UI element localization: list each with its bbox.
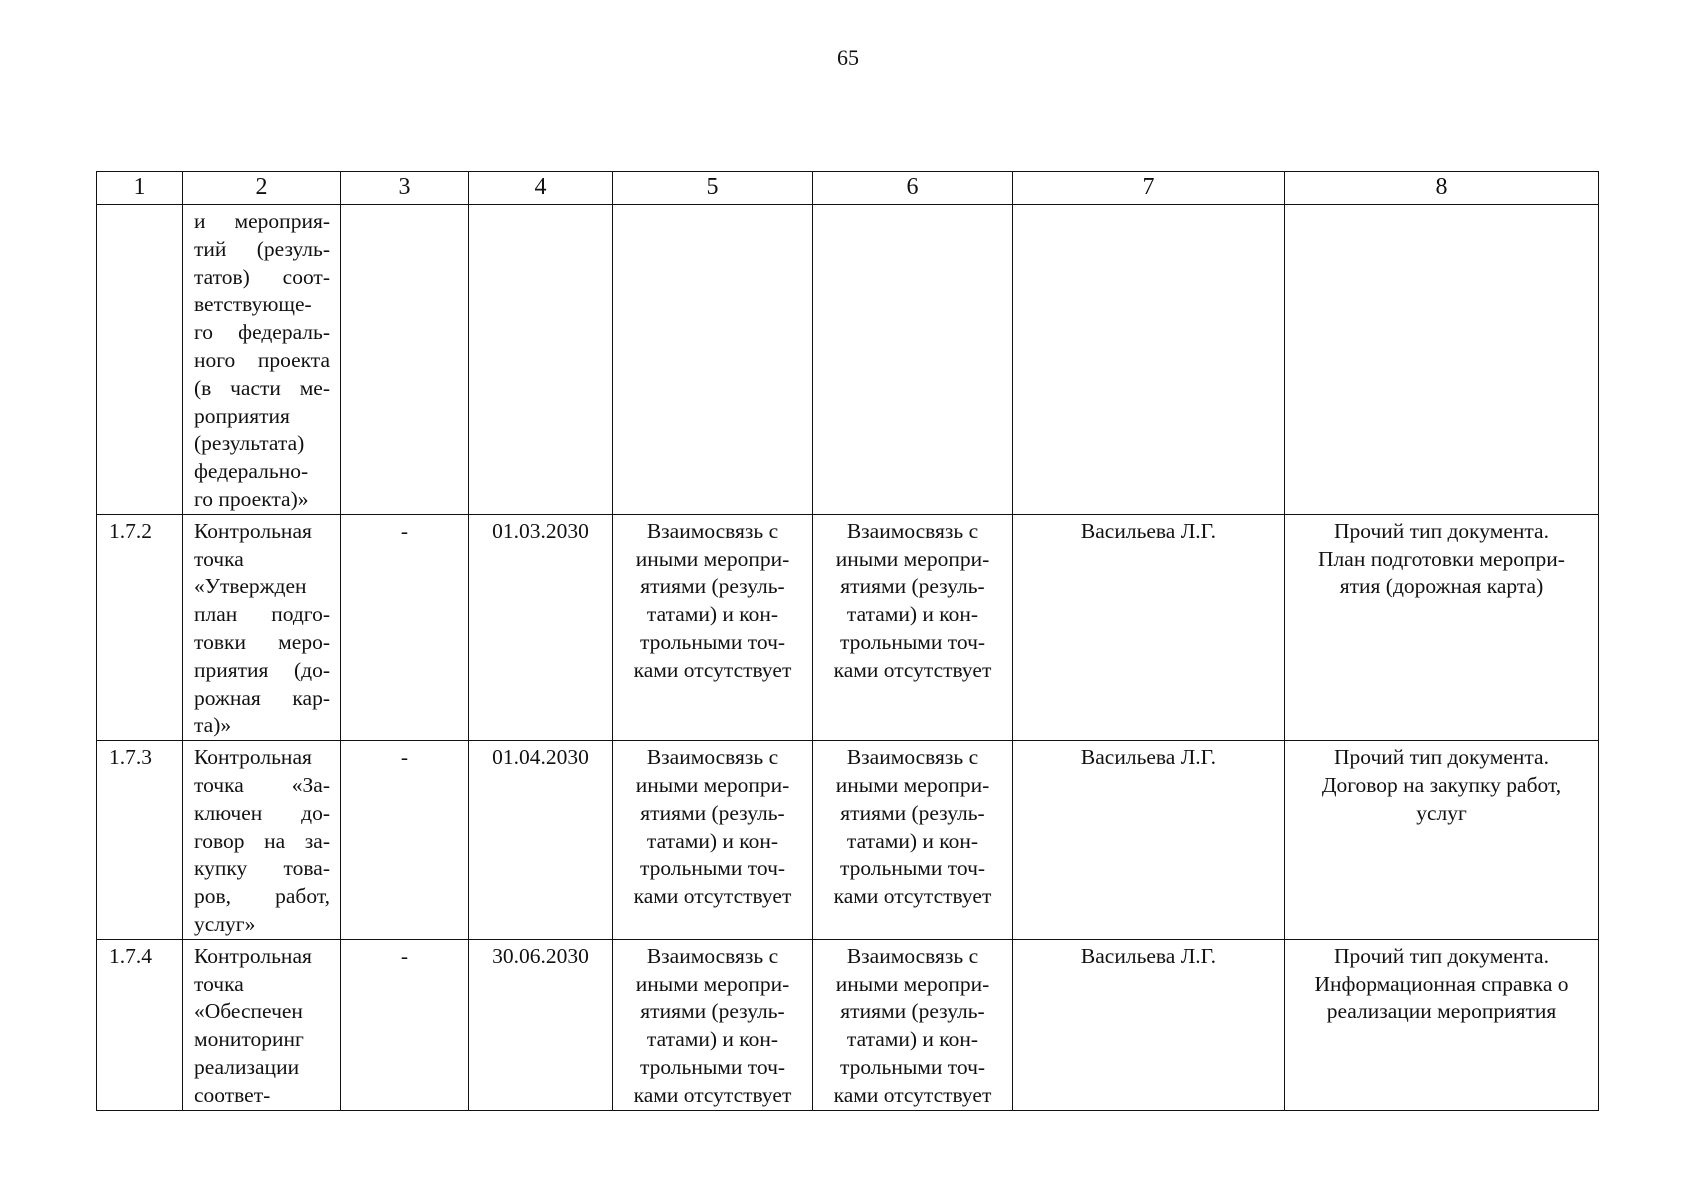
cell-line: ятиями (резуль- (640, 800, 785, 825)
name-cell (183, 205, 341, 515)
cell-line: трольными точ- (839, 1054, 986, 1079)
cell-line: трольными точ- (639, 856, 786, 881)
responsible-cell (1013, 205, 1285, 515)
cell-line: иными меропри- (635, 772, 790, 797)
document-cell (1285, 205, 1599, 515)
cell-line: ключен до- (194, 800, 330, 825)
row-number-cell (97, 205, 183, 515)
cell-line: ятиями (резуль- (640, 999, 785, 1024)
row-number-cell: 1.7.4 (97, 939, 183, 1110)
page-number: 65 (837, 45, 859, 70)
cell-line: татов) соот- (194, 264, 330, 289)
table-row (97, 514, 1599, 740)
document-cell (1285, 939, 1599, 1110)
cell-line: ного проекта (194, 347, 330, 372)
cell-line: Взаимосвязь с (646, 943, 779, 968)
cell-line: татами) и кон- (646, 1027, 779, 1052)
cell-line: татами) и кон- (646, 602, 779, 627)
cell-line: Прочий тип документа. (1334, 745, 1549, 770)
column-header: 2 (183, 172, 341, 205)
cell-line: услуг (1416, 800, 1467, 825)
cell-line: соответ- (194, 1082, 271, 1107)
cell-line: иными меропри- (635, 971, 790, 996)
cell-line: купку това- (194, 856, 330, 881)
cell-line: Взаимосвязь с (846, 745, 979, 770)
cell-line: Взаимосвязь с (846, 518, 979, 543)
cell-line: ками отсутствует (833, 1082, 992, 1107)
cell-line: план подго- (194, 602, 330, 627)
link-after-cell (813, 514, 1013, 740)
header-row (97, 172, 1599, 205)
cell-line: татами) и кон- (646, 828, 779, 853)
cell-line: ветствующе- (194, 292, 312, 317)
cell-line: ятиями (резуль- (640, 574, 785, 599)
cell-line: Прочий тип документа. (1334, 943, 1549, 968)
link-after-cell (813, 205, 1013, 515)
cell-line: План подготовки меропри- (1318, 546, 1565, 571)
cell-line: Взаимосвязь с (846, 943, 979, 968)
link-before-cell (613, 514, 813, 740)
cell-line: Договор на закупку работ, (1321, 772, 1562, 797)
column-header: 7 (1013, 172, 1285, 205)
cell-line: (результата) (194, 431, 305, 456)
cell-line: тий (резуль- (194, 236, 330, 261)
link-before-cell (613, 939, 813, 1110)
col3-cell (341, 205, 469, 515)
row-number-cell: 1.7.3 (97, 741, 183, 940)
cell-line: реализации мероприятия (1326, 999, 1557, 1024)
cell-line: ками отсутствует (633, 1082, 792, 1107)
cell-line: говор на за- (194, 828, 330, 853)
cell-line: трольными точ- (839, 629, 986, 654)
column-header: 4 (469, 172, 613, 205)
cell-line: приятия (до- (194, 657, 330, 682)
cell-line: ками отсутствует (633, 884, 792, 909)
cell-line: ками отсутствует (633, 657, 792, 682)
name-cell (183, 741, 341, 940)
cell-line: мониторинг (194, 1027, 304, 1052)
cell-line: точка «За- (194, 772, 330, 797)
cell-line: татами) и кон- (846, 828, 979, 853)
table-row (97, 741, 1599, 940)
cell-line: иными меропри- (835, 546, 990, 571)
cell-line: товки меро- (194, 629, 330, 654)
column-header: 3 (341, 172, 469, 205)
cell-line: трольными точ- (639, 629, 786, 654)
cell-line: ров, работ, (194, 884, 330, 909)
column-header: 5 (613, 172, 813, 205)
cell-line: татами) и кон- (846, 1027, 979, 1052)
cell-line: рожная кар- (194, 685, 330, 710)
column-header: 6 (813, 172, 1013, 205)
cell-line: услуг» (194, 911, 256, 936)
responsible-cell: Васильева Л.Г. (1013, 939, 1285, 1110)
table-row (97, 205, 1599, 515)
cell-line: точка (194, 546, 244, 571)
cell-line: трольными точ- (839, 856, 986, 881)
cell-line: ятиями (резуль- (840, 999, 985, 1024)
column-header: 8 (1285, 172, 1599, 205)
cell-line: ками отсутствует (833, 657, 992, 682)
document-cell (1285, 514, 1599, 740)
cell-line: ятиями (резуль- (840, 800, 985, 825)
name-cell (183, 514, 341, 740)
cell-line: иными меропри- (835, 971, 990, 996)
cell-line: Контрольная (194, 518, 312, 543)
date-cell: 30.06.2030 (469, 939, 613, 1110)
cell-line: реализации (194, 1054, 300, 1079)
cell-line: Информационная справка о (1314, 971, 1569, 996)
cell-line: трольными точ- (639, 1054, 786, 1079)
cell-line: федерально- (194, 459, 309, 484)
cell-line: Взаимосвязь с (646, 518, 779, 543)
control-points-table (96, 171, 1599, 1111)
responsible-cell: Васильева Л.Г. (1013, 741, 1285, 940)
document-cell (1285, 741, 1599, 940)
cell-line: «Обеспечен (194, 999, 303, 1024)
cell-line: Контрольная (194, 943, 312, 968)
cell-line: иными меропри- (635, 546, 790, 571)
date-cell: 01.04.2030 (469, 741, 613, 940)
cell-line: ятия (дорожная карта) (1339, 574, 1544, 599)
column-header: 1 (97, 172, 183, 205)
cell-line: Прочий тип документа. (1334, 518, 1549, 543)
cell-line: татами) и кон- (846, 602, 979, 627)
cell-line: роприятия (194, 403, 290, 428)
col3-cell: - (341, 939, 469, 1110)
link-after-cell (813, 741, 1013, 940)
cell-line: ятиями (резуль- (840, 574, 985, 599)
responsible-cell: Васильева Л.Г. (1013, 514, 1285, 740)
cell-line: иными меропри- (835, 772, 990, 797)
link-after-cell (813, 939, 1013, 1110)
cell-line: точка (194, 971, 244, 996)
cell-line: го проекта)» (194, 486, 309, 511)
cell-line: «Утвержден (194, 574, 307, 599)
cell-line: Взаимосвязь с (646, 745, 779, 770)
col3-cell: - (341, 741, 469, 940)
row-number-cell: 1.7.2 (97, 514, 183, 740)
cell-line: го федераль- (194, 320, 330, 345)
date-cell: 01.03.2030 (469, 514, 613, 740)
link-before-cell (613, 205, 813, 515)
cell-line: и мероприя- (194, 209, 330, 233)
cell-line: (в части ме- (194, 375, 330, 400)
table-row (97, 939, 1599, 1110)
col3-cell: - (341, 514, 469, 740)
link-before-cell (613, 741, 813, 940)
cell-line: ками отсутствует (833, 884, 992, 909)
cell-line: та)» (194, 713, 232, 738)
cell-line: Контрольная (194, 745, 312, 770)
date-cell (469, 205, 613, 515)
name-cell (183, 939, 341, 1110)
